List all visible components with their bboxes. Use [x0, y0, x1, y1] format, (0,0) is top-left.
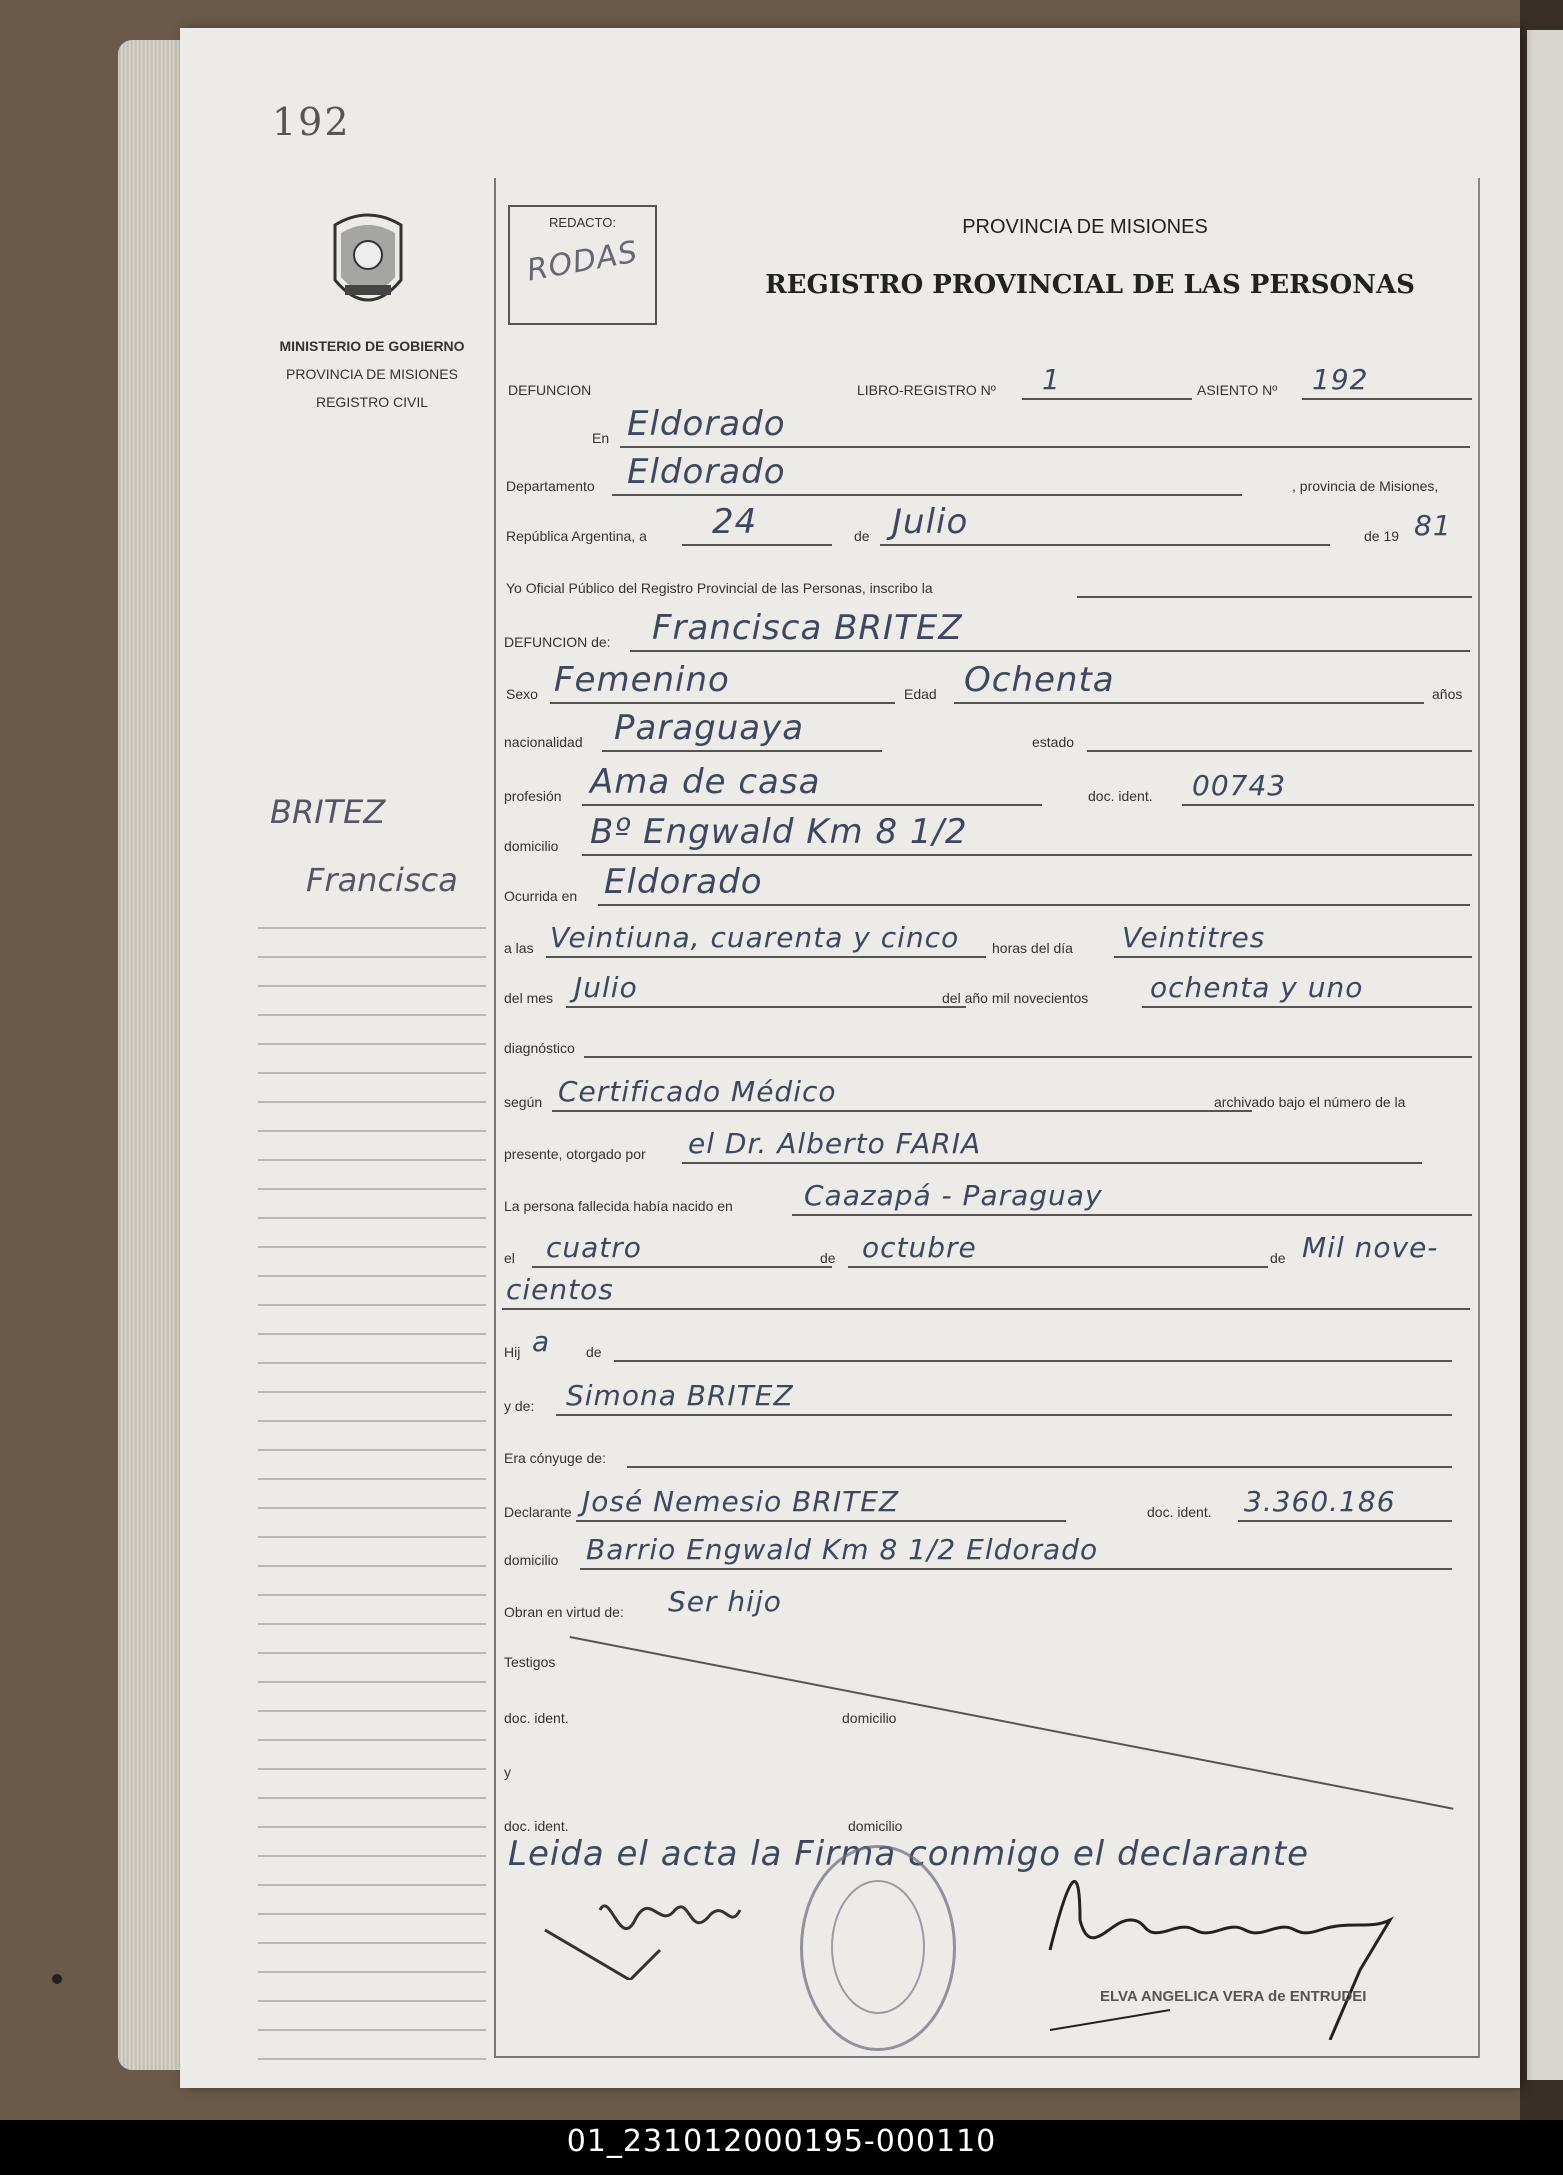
y-de-label: y de:	[504, 1398, 535, 1414]
margin-names	[270, 778, 458, 914]
diagnostico-line	[584, 1056, 1472, 1058]
province-crest-icon	[325, 205, 411, 325]
de19-label: de 19	[1364, 528, 1400, 544]
decl-doc-line	[1238, 1520, 1452, 1522]
departamento-label: Departamento	[506, 478, 595, 494]
nac-de2-label: de	[1270, 1250, 1286, 1266]
row-conyuge	[502, 1430, 1474, 1470]
departamento-line	[612, 494, 1242, 496]
el-label: el	[504, 1250, 515, 1266]
row-profesion	[502, 762, 1474, 808]
edad-line	[954, 702, 1424, 704]
nacido-line	[792, 1214, 1472, 1216]
row-mes	[502, 970, 1474, 1010]
ministry-label: MINISTERIO DE GOBIERNO	[279, 338, 465, 354]
y-label: y	[504, 1764, 511, 1780]
declarante-label: Declarante	[504, 1504, 572, 1520]
mes2-line	[566, 1006, 966, 1008]
decl-domicilio-label: domicilio	[504, 1552, 559, 1568]
decl-domicilio-line	[580, 1568, 1452, 1570]
province-heading: PROVINCIA DE MISIONES	[962, 216, 1208, 238]
nacionalidad-label: nacionalidad	[504, 734, 583, 750]
decl-doc-label: doc. ident.	[1147, 1504, 1212, 1520]
mes2-value: Julio	[574, 971, 638, 1004]
en-line	[620, 446, 1470, 448]
domicilio-label: domicilio	[504, 838, 559, 854]
asiento-value: 192	[1312, 363, 1369, 396]
oficial-line	[1077, 596, 1472, 598]
margin-name: Francisca	[306, 861, 458, 899]
bottom-border-line	[494, 2056, 1479, 2058]
en-label: En	[592, 430, 610, 446]
testigo2-domicilio-label: domicilio	[848, 1818, 903, 1834]
row-nacionalidad	[502, 708, 1474, 754]
ministry-block	[262, 332, 482, 416]
row-decl-domicilio	[502, 1532, 1474, 1572]
estado-label: estado	[1032, 734, 1075, 750]
ano-letras-line	[1142, 1006, 1472, 1008]
registry-small-label: REGISTRO CIVIL	[315, 394, 429, 410]
row-nombre	[502, 608, 1474, 654]
de-label: de	[854, 528, 870, 544]
ocurrida-line	[598, 904, 1470, 906]
row-hora	[502, 920, 1474, 960]
nacido-value: Caazapá - Paraguay	[804, 1179, 1103, 1212]
estado-line	[1087, 750, 1472, 752]
row-madre	[502, 1378, 1474, 1418]
row-libro	[502, 362, 1474, 402]
ano-value: 81	[1414, 509, 1452, 542]
footer-id: 01_231012000195-000110	[566, 2124, 997, 2159]
declarante-line	[576, 1520, 1066, 1522]
row-y	[502, 1744, 1474, 1784]
madre-value: Simona BRITEZ	[566, 1379, 794, 1412]
row-ocurrida	[502, 862, 1474, 908]
anos-label: años	[1432, 686, 1463, 702]
nacionalidad-value: Paraguaya	[614, 708, 805, 748]
asiento-label: ASIENTO Nº	[1197, 382, 1278, 398]
row-domicilio	[502, 812, 1474, 858]
row-en	[502, 404, 1474, 450]
row-sexo	[502, 660, 1474, 706]
redacto-label: REDACTO:	[549, 215, 616, 230]
right-border-line	[1478, 178, 1480, 2058]
oficial-label: Yo Oficial Público del Registro Provincial de las Personas, inscribo la	[506, 580, 933, 596]
row-presente	[502, 1126, 1474, 1166]
nac-dia-line	[532, 1266, 832, 1268]
a-las-label: a las	[504, 940, 534, 956]
certificado-line	[552, 1110, 1252, 1112]
sexo-line	[550, 702, 895, 704]
testigo2-doc-label: doc. ident.	[504, 1818, 569, 1834]
presente-label: presente, otorgado por	[504, 1146, 646, 1162]
row-nac-fecha	[502, 1230, 1474, 1270]
testigo1-doc-label: doc. ident.	[504, 1710, 569, 1726]
hij-line	[614, 1360, 1452, 1362]
row-nacido	[502, 1178, 1474, 1218]
cierre-text: Leida el acta la Firma conmigo el declarante	[508, 1834, 1310, 1874]
horas-label: horas del día	[992, 940, 1073, 956]
hora-value: Veintiuna, cuarenta y cinco	[550, 921, 960, 954]
nombre-line	[630, 650, 1470, 652]
nac-mes-line	[848, 1266, 1268, 1268]
certificado-value: Certificado Médico	[558, 1075, 837, 1108]
conyuge-line	[627, 1466, 1452, 1468]
officer-signature	[1030, 1860, 1430, 2040]
segun-label: según	[504, 1094, 543, 1110]
departamento-value: Eldorado	[627, 452, 786, 492]
del-ano-label: del año mil novecientos	[942, 990, 1089, 1006]
mes-value: Julio	[892, 502, 969, 542]
archivado-label: archivado bajo el número de la	[1214, 1094, 1406, 1110]
sexo-label: Sexo	[506, 686, 538, 702]
row-testigo1	[502, 1690, 1474, 1730]
mes-line	[880, 544, 1330, 546]
domicilio-line	[582, 854, 1472, 856]
edad-value: Ochenta	[964, 660, 1115, 700]
row-departamento	[502, 452, 1474, 498]
edad-label: Edad	[904, 686, 937, 702]
profesion-value: Ama de casa	[590, 762, 821, 802]
decl-doc-value: 3.360.186	[1244, 1485, 1396, 1518]
republica-label: República Argentina, a	[506, 528, 647, 544]
profesion-line	[582, 804, 1042, 806]
domicilio-value: Bº Engwald Km 8 1/2	[590, 812, 968, 852]
doc-label: doc. ident.	[1088, 788, 1153, 804]
margin-surname: BRITEZ	[270, 793, 386, 831]
page-dot	[52, 1974, 62, 1984]
dia-value: 24	[712, 502, 758, 542]
defuncion-label: DEFUNCION	[508, 382, 592, 398]
row-testigo2	[502, 1798, 1474, 1838]
obran-value: Ser hijo	[668, 1585, 782, 1618]
diagnostico-label: diagnóstico	[504, 1040, 575, 1056]
testigos-label: Testigos	[504, 1654, 556, 1670]
seal-inner-ring	[831, 1880, 925, 2014]
nacionalidad-line	[602, 750, 882, 752]
row-hij	[502, 1324, 1474, 1364]
hij-suffix: a	[532, 1325, 551, 1358]
libro-line	[1022, 398, 1192, 400]
conyuge-label: Era cónyuge de:	[504, 1450, 606, 1466]
dia-letras-line	[1114, 956, 1472, 958]
margin-ruled-lines	[258, 900, 486, 2060]
medico-value: el Dr. Alberto FARIA	[688, 1127, 982, 1160]
hij-label: Hij	[504, 1344, 521, 1360]
redacto-box	[508, 205, 657, 325]
row-obran	[502, 1584, 1474, 1624]
row-declarante	[502, 1484, 1474, 1524]
doc-value: 00743	[1192, 769, 1287, 802]
en-value: Eldorado	[627, 404, 786, 444]
registry-heading: REGISTRO PROVINCIAL DE LAS PERSONAS	[765, 270, 1415, 300]
province-small-label: PROVINCIA DE MISIONES	[286, 366, 458, 382]
hora-line	[546, 956, 986, 958]
nac-ano1-value: Mil nove-	[1302, 1231, 1439, 1264]
ocurrida-value: Eldorado	[604, 862, 763, 902]
folio-number: 192	[272, 100, 351, 144]
declarante-value: José Nemesio BRITEZ	[582, 1485, 900, 1518]
hij-de-label: de	[586, 1344, 602, 1360]
nacido-label: La persona fallecida había nacido en	[504, 1198, 733, 1214]
dia-line	[682, 544, 832, 546]
provincia-label: , provincia de Misiones,	[1292, 478, 1439, 494]
nombre-value: Francisca BRITEZ	[652, 608, 963, 648]
madre-line	[556, 1414, 1452, 1416]
nac-ano2-line	[502, 1308, 1470, 1310]
obran-label: Obran en virtud de:	[504, 1604, 624, 1620]
row-oficial	[502, 560, 1474, 600]
officer-stamp-text: ELVA ANGELICA VERA de ENTRUDEI	[1100, 1988, 1367, 2005]
decl-domicilio-value: Barrio Engwald Km 8 1/2 Eldorado	[586, 1533, 1099, 1566]
defuncion-de-label: DEFUNCION de:	[504, 634, 611, 650]
profesion-label: profesión	[504, 788, 562, 804]
nac-mes-value: octubre	[862, 1231, 977, 1264]
dia-letras-value: Veintitres	[1122, 921, 1266, 954]
testigo1-domicilio-label: domicilio	[842, 1710, 897, 1726]
asiento-line	[1302, 398, 1472, 400]
sexo-value: Femenino	[554, 660, 730, 700]
left-border-line	[494, 178, 496, 2058]
doc-line	[1182, 804, 1474, 806]
row-segun	[502, 1074, 1474, 1114]
libro-value: 1	[1042, 363, 1061, 396]
official-seal	[800, 1845, 956, 2051]
row-diagnostico	[502, 1020, 1474, 1060]
row-nac-ano2	[502, 1272, 1474, 1312]
nac-de-label: de	[820, 1250, 836, 1266]
medico-line	[682, 1162, 1422, 1164]
row-testigos	[502, 1634, 1474, 1674]
redacto-value: RODAS	[524, 234, 641, 289]
nac-ano2-value: cientos	[506, 1273, 614, 1306]
nac-dia-value: cuatro	[546, 1231, 642, 1264]
ano-letras-value: ochenta y uno	[1150, 971, 1364, 1004]
row-fecha	[502, 502, 1474, 548]
ocurrida-label: Ocurrida en	[504, 888, 578, 904]
libro-label: LIBRO-REGISTRO Nº	[857, 382, 996, 398]
facing-page-edge	[1527, 30, 1563, 2080]
declarant-signature	[540, 1890, 750, 1980]
del-mes-label: del mes	[504, 990, 554, 1006]
